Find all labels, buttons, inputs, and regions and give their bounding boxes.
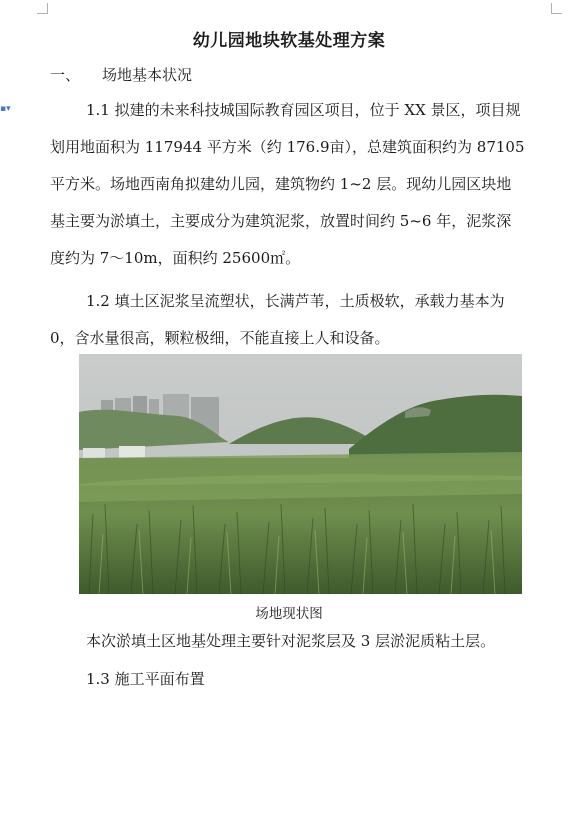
crop-mark-top-right bbox=[551, 3, 562, 14]
paragraph-line: 1.1 拟建的未来科技城国际教育园区项目，位于 XX 景区，项目规 bbox=[86, 101, 521, 119]
paragraph-marker-icon: ▪▾ bbox=[0, 104, 11, 114]
paragraph-line: 度约为 7～10m，面积约 25600㎡。 bbox=[50, 249, 301, 267]
paragraph-after-figure: 本次淤填土区地基处理主要针对泥浆层及 3 层淤泥质粘土层。 bbox=[86, 632, 496, 650]
section-heading-text: 场地基本状况 bbox=[102, 66, 193, 84]
paragraph-line: 基主要为淤填土，主要成分为建筑泥浆，放置时间约 5~6 年，泥浆深 bbox=[50, 212, 512, 230]
paragraph-1-2 bbox=[50, 283, 550, 357]
section-heading-1 bbox=[50, 64, 192, 85]
paragraph-1-1 bbox=[50, 92, 550, 277]
paragraph-line: 划用地面积为 117944 平方米（约 176.9亩），总建筑面积约为 87105 bbox=[50, 138, 525, 156]
paragraph-line: 平方米。场地西南角拟建幼儿园，建筑物约 1~2 层。现幼儿园区块地 bbox=[50, 175, 512, 193]
crop-mark-top-left bbox=[37, 3, 48, 14]
paragraph-line: 0，含水量很高，颗粒极细，不能直接上人和设备。 bbox=[50, 329, 390, 347]
paragraph-line: 1.2 填土区泥浆呈流塑状，长满芦苇，土质极软，承载力基本为 bbox=[86, 292, 505, 310]
site-photo-image bbox=[79, 354, 522, 594]
section-number: 一、 bbox=[50, 66, 81, 84]
document-title: 幼儿园地块软基处理方案 bbox=[192, 31, 386, 51]
figure-caption: 场地现状图 bbox=[255, 606, 323, 622]
site-photo bbox=[79, 354, 522, 594]
section-heading-1-3: 1.3 施工平面布置 bbox=[86, 670, 205, 688]
